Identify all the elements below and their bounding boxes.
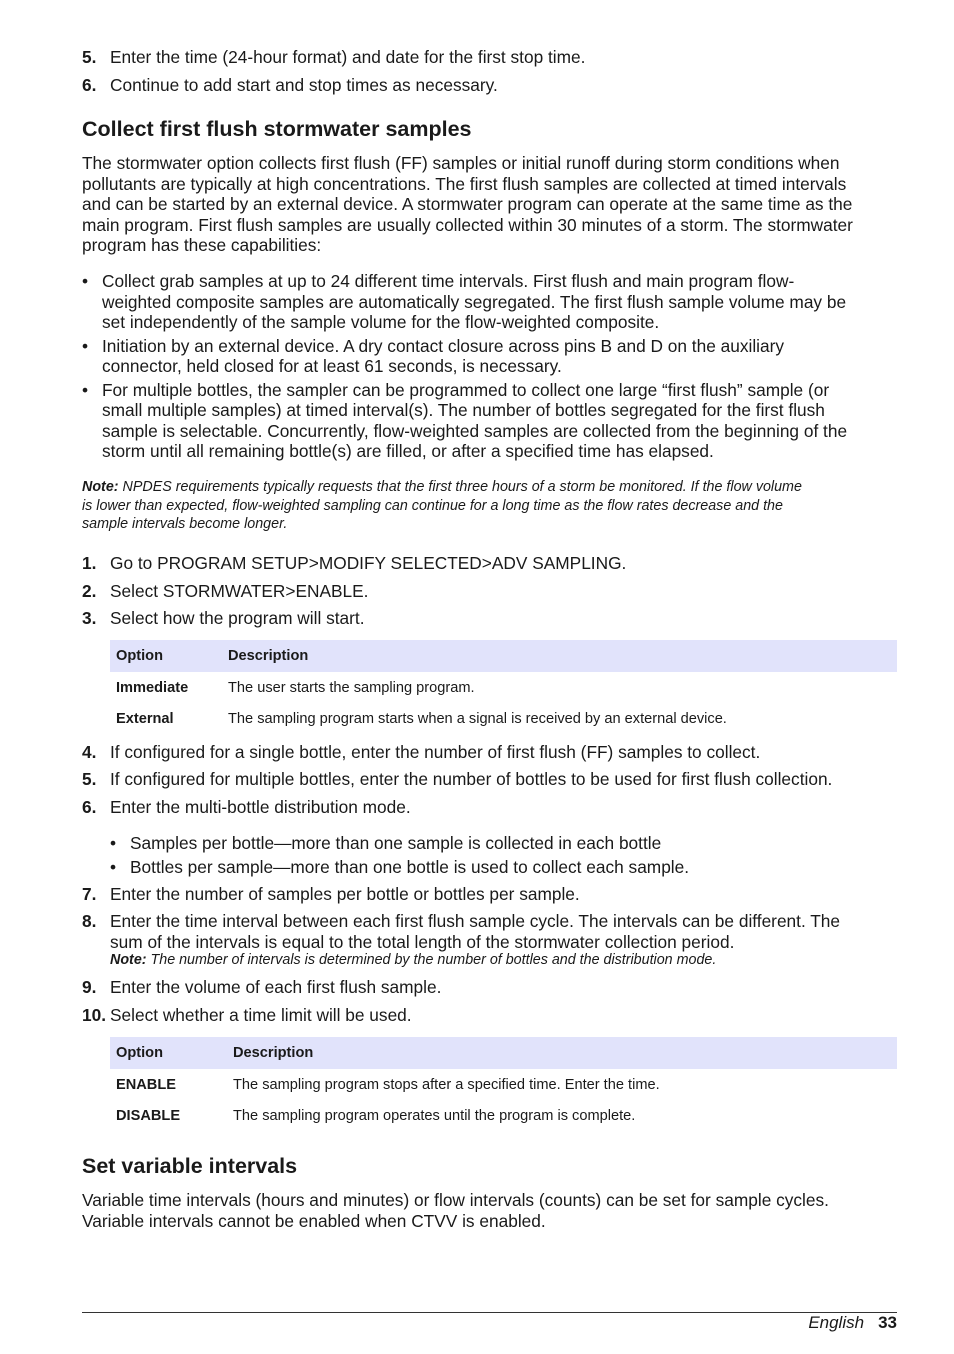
text-line: sample is selectable. Concurrently, flow-weighted samples are collected from the beginning of the <box>102 420 848 441</box>
step-number: 4. <box>82 742 97 762</box>
text-line: connector, held closed for at least 61 seconds, is necessary. <box>102 356 562 376</box>
step-text: If configured for multiple bottles, enter the number of bottles to be used for first flush collection. <box>110 769 833 789</box>
step-item <box>82 75 897 96</box>
step-number: 6. <box>82 797 97 817</box>
step-number: 2. <box>82 581 97 601</box>
option-cell: DISABLE <box>116 1107 181 1124</box>
note-text: The number of intervals is determined by the number of bottles and the distribution mode. <box>146 952 717 968</box>
description-cell: The user starts the sampling program. <box>228 679 475 696</box>
column-header: Description <box>222 640 897 672</box>
section-heading: Set variable intervals <box>82 1154 298 1178</box>
list-item <box>82 380 897 462</box>
step-item <box>82 911 897 969</box>
text-line: For multiple bottles, the sampler can be programmed to collect one large “first flush” sample (or <box>102 379 830 400</box>
step-text: Enter the time (24-hour format) and date for the first stop time. <box>110 47 586 67</box>
text-line: Variable time intervals (hours and minutes) or flow intervals (counts) can be set for sample cycles. <box>82 1190 829 1210</box>
step-item <box>82 977 897 998</box>
step-text: Enter the multi-bottle distribution mode. <box>110 797 411 817</box>
option-cell: External <box>116 710 174 727</box>
step-text: Continue to add start and stop times as necessary. <box>110 75 498 95</box>
text-line: program has these capabilities: <box>82 235 322 255</box>
step-number: 5. <box>82 769 97 789</box>
text-line: The stormwater option collects first flush (FF) samples or initial runoff during storm conditions when <box>82 153 840 173</box>
footer-language: English <box>808 1313 865 1332</box>
table-header-row <box>110 1037 897 1069</box>
step-text: Select whether a time limit will be used. <box>110 1005 412 1025</box>
table-header-row <box>110 640 897 672</box>
option-cell: Immediate <box>116 679 189 696</box>
column-header: Option <box>110 1037 227 1069</box>
table-row <box>110 1069 897 1100</box>
variable-intervals-paragraph <box>82 1190 897 1231</box>
text-line: sample intervals become longer. <box>82 516 288 532</box>
description-cell: The sampling program stops after a specified time. Enter the time. <box>233 1076 660 1093</box>
step-number: 3. <box>82 608 97 628</box>
step-text: Select STORMWATER>ENABLE. <box>110 581 369 601</box>
step-text: Enter the time interval between each first flush sample cycle. The intervals can be different. The <box>110 911 841 931</box>
step-item <box>82 884 897 905</box>
page-footer <box>808 1312 897 1333</box>
note-label: Note: <box>110 952 147 968</box>
list-item: • Samples per bottle—more than one sample is collected in each bottle <box>110 833 897 854</box>
step-item <box>82 553 897 574</box>
text-line: Collect grab samples at up to 24 different time intervals. First flush and main program flow- <box>102 271 795 291</box>
capabilities-list <box>82 271 897 462</box>
text-line: storm until all remaining bottle(s) are filled, or after a specified time has elapsed. <box>102 441 714 461</box>
step-number: 7. <box>82 884 97 904</box>
text-line: Initiation by an external device. A dry contact closure across pins B and D on the auxiliary <box>102 335 785 356</box>
step-text: Go to PROGRAM SETUP>MODIFY SELECTED>ADV SAMPLING. <box>110 553 627 573</box>
list-item <box>82 336 897 377</box>
text-line: main program. First flush samples are usually collected within 30 minutes of a storm. The stormwater <box>82 214 853 235</box>
step-item <box>82 608 897 629</box>
text-line: small multiple samples) at timed interval(s). The number of bottles segregated for the first flush <box>102 400 825 420</box>
step-number: 10. <box>82 1005 107 1025</box>
note <box>82 478 897 534</box>
text-line: and can be started by an external device. A stormwater program can operate at the same time as the <box>82 194 853 214</box>
note-label: Note: <box>82 479 119 495</box>
step-item <box>82 47 897 68</box>
step-text: If configured for a single bottle, enter the number of first flush (FF) samples to collect. <box>110 742 761 762</box>
column-header: Description <box>227 1037 897 1069</box>
table-row <box>110 703 897 734</box>
description-cell: The sampling program starts when a signal is received by an external device. <box>228 710 727 727</box>
step-text: Select how the program will start. <box>110 608 365 628</box>
text-line: NPDES requirements typically requests that the first three hours of a storm be monitored. If the flow volume <box>118 479 802 495</box>
step-item <box>82 797 897 818</box>
step-item <box>82 581 897 602</box>
step-item <box>82 1005 897 1026</box>
table-row <box>110 1100 897 1131</box>
option-cell: ENABLE <box>116 1076 176 1093</box>
section-heading: Collect first flush stormwater samples <box>82 117 472 141</box>
list-item <box>82 271 897 333</box>
list-item: • Bottles per sample—more than one bottle is used to collect each sample. <box>110 857 897 878</box>
description-cell: The sampling program operates until the program is complete. <box>233 1107 636 1124</box>
step-item <box>82 769 897 790</box>
text-line: pollutants are typically at high concentrations. The first flush samples are collected at timed intervals <box>82 173 847 194</box>
footer-divider <box>82 1312 897 1313</box>
text-line: is lower than expected, flow-weighted sampling can continue for a long time as the flow rates decrease and the <box>82 497 783 514</box>
step-text: Enter the number of samples per bottle or bottles per sample. <box>110 884 580 904</box>
step-number: 8. <box>82 911 97 931</box>
start-options-table <box>110 640 897 734</box>
text-line: Variable intervals cannot be enabled when CTVV is enabled. <box>82 1210 546 1231</box>
distribution-mode-list <box>110 833 897 878</box>
step-note <box>110 952 897 969</box>
intro-paragraph <box>82 153 897 256</box>
column-header: Option <box>110 640 222 672</box>
table-row <box>110 672 897 703</box>
step-number: 5. <box>82 47 97 67</box>
step-number: 6. <box>82 75 97 95</box>
text-line: weighted composite samples are automatically segregated. The first flush sample volume may be <box>102 291 847 312</box>
step-text: Enter the volume of each first flush sample. <box>110 977 442 997</box>
time-limit-options-table <box>110 1037 897 1131</box>
step-text: sum of the intervals is equal to the total length of the stormwater collection period. <box>110 931 735 952</box>
step-number: 9. <box>82 977 97 997</box>
step-number: 1. <box>82 553 97 573</box>
text-line: set independently of the sample volume for the flow-weighted composite. <box>102 312 660 332</box>
page-number: 33 <box>878 1313 897 1332</box>
step-item <box>82 742 897 763</box>
